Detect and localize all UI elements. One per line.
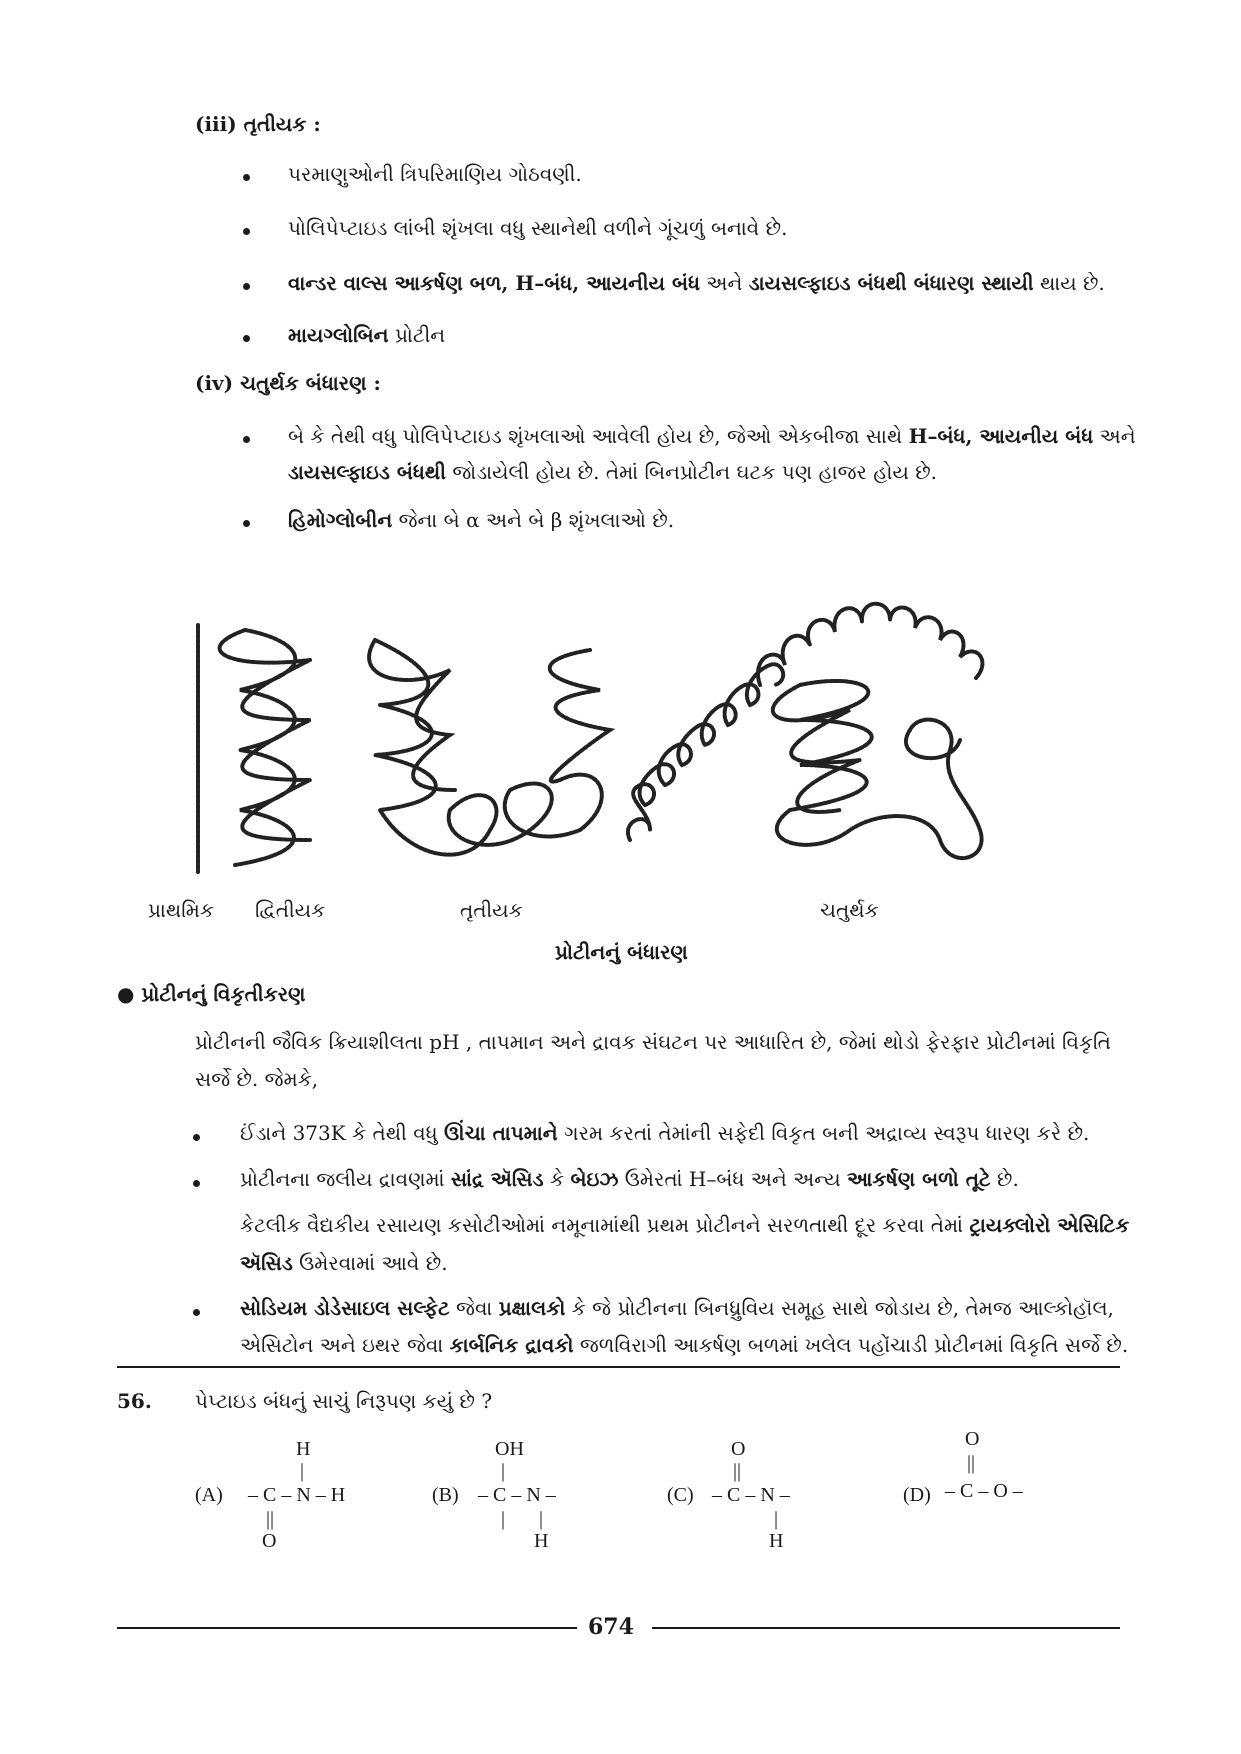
bullet — [243, 335, 250, 342]
footer-rule-left — [117, 1627, 577, 1629]
bullet — [243, 283, 250, 290]
option-a-label: (A) — [195, 1484, 223, 1506]
bullet — [193, 1180, 200, 1187]
option-a-top-atom: H — [296, 1438, 311, 1460]
tertiary-heading: (iii) તૃતીયક : — [195, 112, 321, 136]
option-a-bottom-atom: O — [262, 1530, 277, 1552]
option-b-bond-line: | — [501, 1508, 506, 1530]
option-d-formula: – C – O – — [945, 1480, 1023, 1502]
option-b-top-group: OH — [495, 1438, 524, 1460]
option-b-bottom-atom: H — [534, 1530, 549, 1552]
figure-label-quaternary: ચતુર્થક — [820, 898, 879, 922]
option-a-formula: – C – N – H — [248, 1484, 346, 1506]
bullet — [243, 228, 250, 235]
option-c-formula: – C – N – — [712, 1484, 790, 1506]
quaternary-large-helix — [758, 604, 982, 685]
option-c-double-bond: || — [733, 1460, 742, 1482]
option-c-bottom-atom: H — [769, 1530, 784, 1552]
quaternary-coil-body — [773, 681, 982, 858]
bullet — [243, 436, 250, 443]
section-divider — [117, 1366, 1120, 1368]
secondary-helix — [220, 630, 310, 865]
figure-label-primary: પ્રાથમિક — [148, 898, 214, 922]
tertiary-bullet-4: માયગ્લોબિન પ્રોટીન — [288, 323, 446, 347]
figure-label-secondary: દ્વિતીયક — [255, 898, 326, 922]
protein-structure-illustration — [150, 560, 990, 880]
option-c-label: (C) — [667, 1484, 694, 1506]
footer-rule-right — [652, 1627, 1120, 1629]
quaternary-small-helix — [628, 664, 783, 840]
quaternary-heading: (iv) ચતુર્થક બંધારણ : — [195, 371, 381, 395]
option-d-top-atom: O — [965, 1428, 980, 1450]
tertiary-bullet-1: પરમાણુઓની ત્રિપરિમાણિય ગોઠવણી. — [288, 162, 582, 186]
denaturation-intro-line-1: પ્રોટીનની જૈવિક ક્રિયાશીલતા pH , તાપમાન અને દ્રાવક સંઘટન પર આધારિત છે, જેમાં થોડો ફેરફાર પ્રોટીનમાં વિકૃતિ — [195, 1030, 1111, 1054]
bullet — [193, 1309, 200, 1316]
quaternary-bullet-1-line-1: બે કે તેથી વધુ પોલિપેપ્ટાઇડ શૃંખલાઓ આવેલી હોય છે, જેઓ એકબીજા સાથે H–બંધ, આયનીય બંધ અને — [288, 424, 1136, 448]
figure-label-tertiary: તૃતીયક — [460, 898, 523, 922]
denaturation-bullet-3-line-2: એસિટોન અને ઇથર જેવા કાર્બનિક દ્રાવકો જળવિરાગી આકર્ષણ બળમાં ખલેલ પહોંચાડી પ્રોટીનમાં વિકૃતિ સર્જે છે. — [240, 1333, 1129, 1357]
denaturation-bullet-2: પ્રોટીનના જલીય દ્રાવણમાં સાંદ્ર ઍસિડ કે બેઇઝ ઉમેરતાં H–બંધ અને અન્ય આકર્ષણ બળો તૂટે છે. — [240, 1167, 1019, 1191]
option-b-bond-line: | — [501, 1460, 506, 1482]
question-number: 56. — [117, 1389, 152, 1413]
tertiary-bullet-2: પોલિપેપ્ટાઇડ લાંબી શૃંખલા વધુ સ્થાનેથી વળીને ગૂંચળું બનાવે છે. — [288, 216, 788, 240]
denaturation-heading: ● પ્રોટીનનું વિકૃતીકરણ — [117, 982, 306, 1006]
option-b-label: (B) — [432, 1484, 459, 1506]
quaternary-bullet-1-line-2: ડાયસલ્ફાઇડ બંધથી જોડાયેલી હોય છે. તેમાં બિનપ્રોટીન ઘટક પણ હાજર હોય છે. — [288, 460, 938, 484]
denaturation-bullet-3-line-1: સોડિયમ ડોડેસાઇલ સલ્ફેટ જેવા પ્રક્ષાલકો કે જે પ્રોટીનના બિનધ્રુવિય સમૂહ સાથે જોડાય છે, તેમજ આલ્કોહૉલ, — [240, 1296, 1114, 1320]
figure-caption: પ્રોટીનનું બંધારણ — [555, 940, 688, 964]
tertiary-bullet-3: વાન્ડર વાલ્સ આકર્ષણ બળ, H–બંધ, આયનીય બંધ અને ડાયસલ્ફાઇડ બંધથી બંધારણ સ્થાયી થાય છે. — [288, 271, 1105, 295]
quaternary-bullet-2: હિમોગ્લોબીન જેના બે α અને બે β શૃંખલાઓ છે. — [288, 508, 675, 532]
option-a-bond-line: | — [300, 1460, 305, 1482]
option-d-label: (D) — [903, 1484, 931, 1506]
option-a-double-bond: || — [266, 1508, 275, 1530]
option-b-bond-line: | — [539, 1508, 544, 1530]
denaturation-note-line-2: ઍસિડ ઉમેરવામાં આવે છે. — [240, 1251, 448, 1275]
option-c-bond-line: | — [774, 1508, 779, 1530]
option-d-double-bond: || — [967, 1452, 976, 1474]
tertiary-coil — [369, 640, 610, 855]
option-b-formula: – C – N – — [478, 1484, 556, 1506]
question-text: પેપ્ટાઇડ બંધનું સાચું નિરૂપણ કયું છે ? — [195, 1389, 493, 1413]
denaturation-note-line-1: કેટલીક વૈદ્યકીય રસાયણ કસોટીઓમાં નમૂનામાંથી પ્રથમ પ્રોટીનને સરળતાથી દૂર કરવા તેમાં ટ્રાયક્લોરો એસિટિક — [240, 1213, 1130, 1237]
denaturation-intro-line-2: સર્જે છે. જેમકે, — [195, 1067, 319, 1091]
bullet — [243, 174, 250, 181]
denaturation-bullet-1: ઈંડાને 373K કે તેથી વધુ ઊંચા તાપમાને ગરમ કરતાં તેમાંની સફેદી વિકૃત બની અદ્રાવ્ય સ્વરૂપ ધારણ કરે છે. — [240, 1121, 1090, 1145]
option-c-top-atom: O — [731, 1438, 746, 1460]
bullet — [193, 1134, 200, 1141]
page-number: 674 — [588, 1614, 634, 1640]
bullet — [243, 520, 250, 527]
